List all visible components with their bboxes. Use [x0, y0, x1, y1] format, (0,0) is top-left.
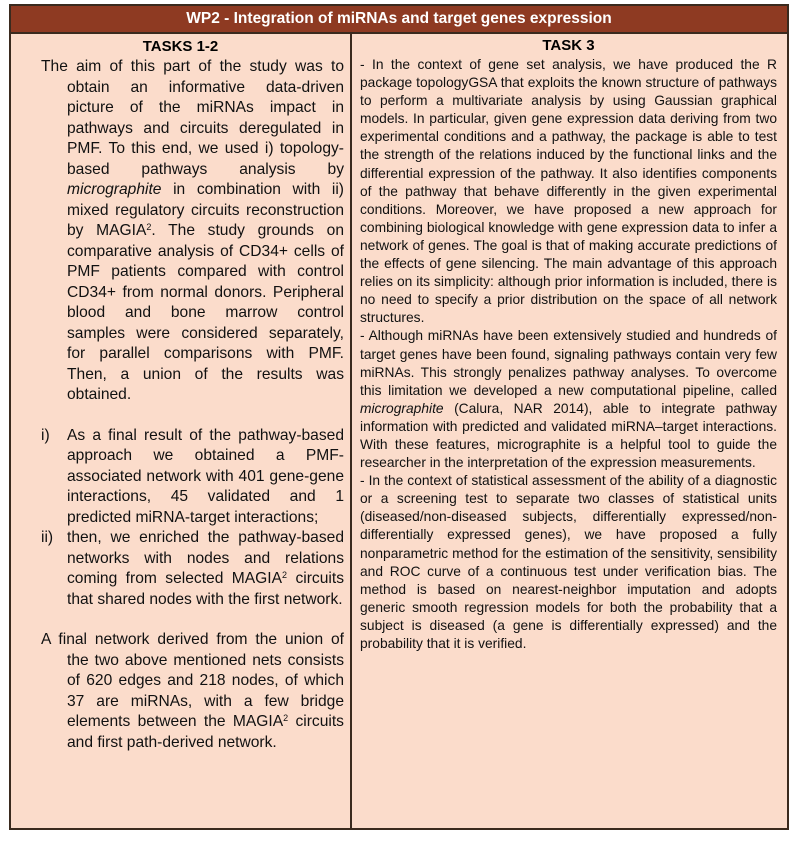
task-3-paragraph: - In the context of statistical assessment of the ability of a diagnostic or a screening test to separate two classes of statistical units (diseased/non-diseased subjects, differentially expressed/non-differentially expressed genes), we have proposed a fully nonparametric method for the estimation of the sensitivity, sensibility and ROC curve of a continuous test under verification bias. The method is based on nearest-neighbor imputation and adopts generic smooth regression models for both the probability that a subject is diseased (a gene is differentially expressed) and the probability that it is verified. — [360, 473, 777, 651]
list-item: i) As a final result of the pathway-based approach we obtained a PMF-associated network with 401 gene-gene interactions, 45 validated and 1 predicted miRNA-target interactions; — [41, 426, 344, 526]
tasks-1-2-title: TASKS 1-2 — [142, 38, 219, 55]
panel-title: WP2 - Integration of miRNAs and target genes expression — [11, 6, 787, 34]
tasks-1-2-intro: The aim of this part of the study was to obtain an informative data-driven picture of the miRNAs impact in pathways and circuits deregulated in PMF. To this end, we used i) topology-based pathways analysis by micrographite in combination with ii) mixed regulatory circuits reconstruction by MAGIA$^2$. The study grounds on comparative analysis of CD34+ cells of PMF patients compared with control CD34+ from normal donors. Peripheral blood and bone marrow control samples were considered separately, for parallel comparisons with PMF. Then, a union of the results was obtained. — [41, 58, 344, 403]
columns — [11, 34, 787, 828]
tasks-1-2-conclusion: A final network derived from the union of the two above mentioned nets consists of 620 edges and 218 nodes, of which 37 are miRNAs, with a few bridge elements between the MAGIA$^2$ circuits and first path-derived network. — [41, 631, 344, 751]
task-3-text — [360, 56, 777, 653]
task-3-column — [352, 34, 787, 828]
list-item: ii) then, we enriched the pathway-based networks with nodes and relations coming from selected MAGIA$^2$ circuits that shared nodes with the first network. — [41, 529, 344, 608]
wp2-panel — [9, 4, 789, 830]
tasks-1-2-column — [11, 34, 352, 828]
task-3-paragraph: - Although miRNAs have been extensively studied and hundreds of target genes have been found, signaling pathways contain very few miRNAs. This strongly penalizes pathway analyses. To overcome this limitation we developed a new computational pipeline, called micrographite (Calura, NAR 2014), able to integrate pathway information with predicted and validated miRNA–target interactions. With these features, micrographite is a helpful tool to guide the researcher in the interpretation of the expression measurements. — [360, 328, 777, 471]
tasks-1-2-text — [41, 57, 344, 753]
task-3-title: TASK 3 — [542, 37, 595, 54]
task-3-paragraph: - In the context of gene set analysis, we have produced the R package topologyGSA that exploits the known structure of pathways to perform a multivariate analysis by using Gaussian graphical models. In particular, given gene expression data deriving from two experimental conditions and a pathway, the package is able to test the strength of the relations induced by the functional links and the differential expression of the pathway. It also identifies components of the pathway that behave differently in the given experimental conditions. Moreover, we have proposed a new approach for combining biological knowledge with gene expression data to infer a network of genes. The goal is that of making accurate predictions of the effects of gene silencing. The main advantage of this approach relies on its simplicity: although prior information is included, there is no need to specify a prior distribution on the space of all network structures. — [360, 57, 777, 326]
